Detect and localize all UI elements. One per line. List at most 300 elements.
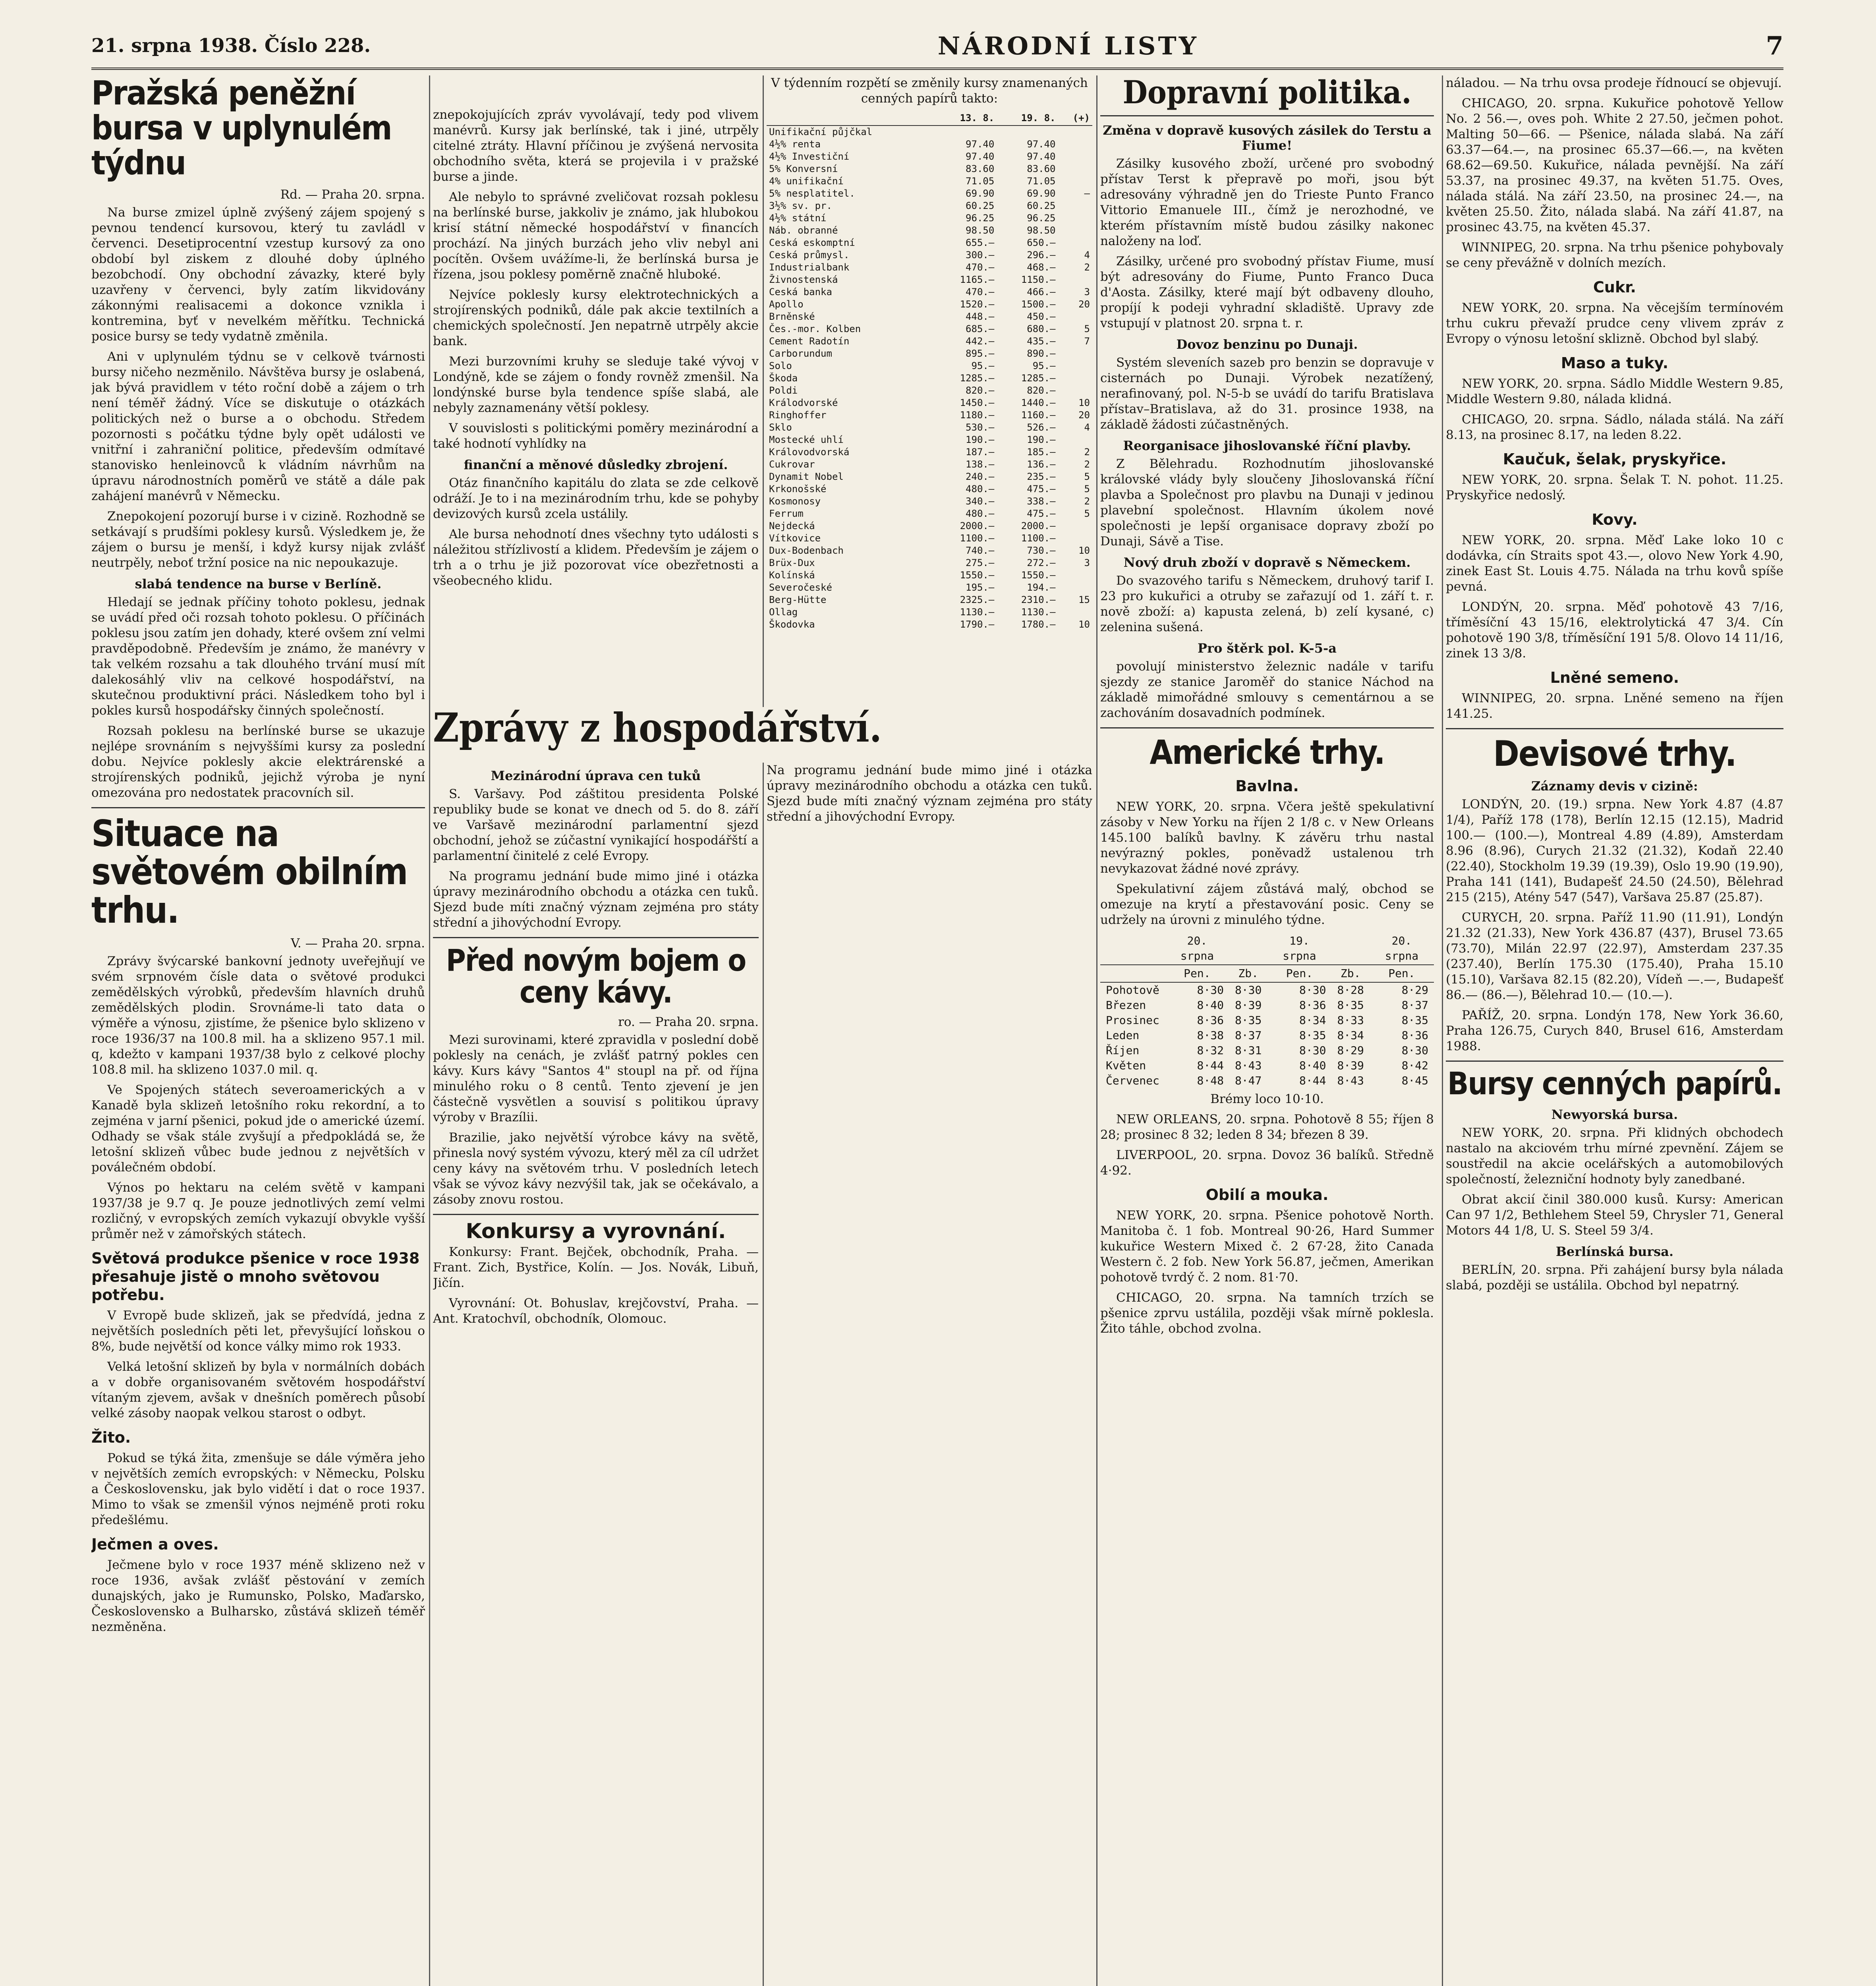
table-header: 20. srpna xyxy=(1370,933,1434,965)
table-cell: 655.— xyxy=(966,237,995,248)
paragraph: CHICAGO, 20. srpna. Na tamních trzích se pšenice zprvu ustálila, později však mírně poklesla. Žito táhle, obchod zvolna. xyxy=(1100,1291,1434,1336)
table-cell: Ringhoffer xyxy=(769,410,827,421)
table-cell xyxy=(1058,175,1093,187)
table-cell: 83.60 xyxy=(966,163,995,174)
paragraph: Ale nebylo to správné zveličovat rozsah poklesu na berlínské burse, jakkoliv je známo, jak hlubokou krisí státní německé hospodářství v financích prochází. Na jiných burzách jeho vliv nebyl ani pocítěn. Ovšem uvážíme-li, že berlínská bursa je řízena, jsou poklesy poměrně značně hluboké. xyxy=(433,190,759,282)
table-cell: 8·39 xyxy=(1337,1059,1364,1072)
table-row xyxy=(767,446,1092,458)
table-cell: 1285.— xyxy=(1021,373,1056,384)
table-cell: 1550.— xyxy=(960,570,995,581)
table-header xyxy=(1331,933,1369,965)
table-header: 13. 8. xyxy=(935,111,997,126)
paragraph: Ale bursa nehodnotí dnes všechny tyto události s náležitou střízlivostí a klidem. Především je zájem o trh a o trhu je již pozorovat více obezřetnosti a všeobecného klidu. xyxy=(433,527,759,588)
divider xyxy=(1446,1061,1783,1062)
paragraph: NEW YORK, 20. srpna. Pšenice pohotově North. Manitoba č. 1 fob. Montreal 90·26, Hard Summer kukuřice Western Mixed č. 2 67·28, žito Canada Western č. 2 fob. New York 56.87, ječmen, Amerikan pohotově tvrdý č. 2 nom. 81·70. xyxy=(1100,1208,1434,1285)
table-cell: 96.25 xyxy=(966,213,995,224)
table-cell: 138.— xyxy=(966,459,995,470)
paragraph: povolují ministerstvo železnic nadále v tarifu sjezdy ze stanice Jaroměř do stanice Náchod na základě mimořádné smlouvy s cementárnou a se zachováním dosavadních podmínek. xyxy=(1100,659,1434,720)
table-cell: 8·34 xyxy=(1299,1014,1326,1027)
paragraph: NEW YORK, 20. srpna. Při klidných obchodech nastalo na akciovém trhu mírné zpevnění. Zájem se soustředil na akcie ocelářských a automobilových společností, železniční hodnoty byly zanedbané. xyxy=(1446,1126,1783,1187)
table-cell: Severočeské xyxy=(769,582,832,593)
table-cell: 60.25 xyxy=(1027,200,1056,211)
table-row xyxy=(767,397,1092,409)
paragraph: LONDÝN, 20. srpna. Měď pohotově 43 7/16, tříměsíční 43 15/16, elektrolytická 47 3/4. Cín pohotově 190 3/8, tříměsíční 191 5/8. Olovo 14 11/16, zinek 13 3/8. xyxy=(1446,600,1783,661)
table-cell: Ferrum xyxy=(769,508,804,519)
table-cell: 2000.— xyxy=(960,520,995,531)
table-cell: 685.— xyxy=(966,323,995,334)
paragraph: Zásilky kusového zboží, určené pro svobodný přístav Terst k přepravě po moři, jsou být adresovány výhradně jen do Trieste Punto Franco Vittorio Emanuele III., čímž je nerozhodné, ve kterém přístavním místě budou zásilky nakonec naloženy na loď. xyxy=(1100,156,1434,248)
table-cell: 4½% Investiční xyxy=(769,151,850,162)
table-cell: 5% nesplatitel. xyxy=(769,188,855,199)
paragraph: NEW YORK, 20. srpna. Sádlo Middle Western 9.85, Middle Western 9.80, nálada klidná. xyxy=(1446,377,1783,406)
table-cell: 480.— xyxy=(966,483,995,495)
table-cell: 650.— xyxy=(1027,237,1056,248)
table-cell: Vítkovice xyxy=(769,533,821,544)
table-cell: 340.— xyxy=(966,496,995,507)
table-cell: 435.— xyxy=(1027,336,1056,347)
issue-date: 21. srpna 1938. Číslo 228. xyxy=(91,35,371,57)
table-cell: 97.40 xyxy=(966,139,995,150)
table-row xyxy=(767,212,1092,224)
table-cell: 96.25 xyxy=(1027,213,1056,224)
table-cell: 97.40 xyxy=(1027,151,1056,162)
table-cell: Cement Radotín xyxy=(769,336,850,347)
table-cell: 8·30 xyxy=(1299,1044,1326,1057)
paragraph: Výnos po hektaru na celém světě v kampani 1937/38 je 9.7 q. Je pouze jednotlivých zemí velmi rozličný, v evropských zemích vykazují obvykle vyšší průměr než v zámořských státech. xyxy=(91,1180,425,1242)
subheading: Berlínská bursa. xyxy=(1555,1244,1674,1260)
table-row xyxy=(767,335,1092,348)
headline-americke-trhy: Americké trhy. xyxy=(1150,733,1385,772)
paragraph: V souvislosti s politickými poměry mezinárodní a také hodnotí vyhlídky na xyxy=(433,421,759,451)
table-cell: 190.— xyxy=(966,434,995,445)
table-cell: Živnostenská xyxy=(769,274,838,285)
table-cell: Leden xyxy=(1106,1029,1140,1042)
table-row xyxy=(767,237,1092,249)
table-cell: Dux-Bodenbach xyxy=(769,545,844,556)
table-cell xyxy=(935,126,997,138)
table-cell: 8·37 xyxy=(1235,1029,1262,1042)
table-row xyxy=(767,311,1092,323)
paragraph: NEW YORK, 20. srpna. Včera ještě spekulativní zásoby v New Yorku na říjen 2 1/8 c. v New Orleans 145.100 balíků bavlny. K závěru trhu nastal nevýrazný pokles, poněvadž ustalenou trh nevykazovat žádné nové zprávy. xyxy=(1100,800,1434,876)
table-cell: 1160.— xyxy=(1021,410,1056,421)
paragraph: Mezi burzovními kruhy se sleduje také vývoj v Londýně, kde se zájem o fondy rovněž zmenšil. Na londýnské burse byla tendence spíše slabá, ale nebyly zaznamenány větší poklesy. xyxy=(433,354,759,415)
table-cell: Čes.-mor. Kolben xyxy=(769,323,861,334)
subheading: Bavlna. xyxy=(1235,777,1299,795)
table-cell: 3½% sv. pr. xyxy=(769,200,832,211)
table-cell: 1130.— xyxy=(1021,607,1056,618)
table-row xyxy=(767,508,1092,520)
paragraph: Velká letošní sklizeň by byla v normálních dobách a v dobře organisovaném světovém hospodářství vítaným zjevem, avšak v dnešních poměrech působí velké zásoby naopak velkou starost o odbyt. xyxy=(91,1360,425,1421)
table-header xyxy=(1229,933,1267,965)
table-cell: 442.— xyxy=(966,336,995,347)
table-cell: 97.40 xyxy=(966,151,995,162)
table-cell xyxy=(1058,520,1093,532)
table-cell xyxy=(1058,582,1093,594)
table-cell: 8·43 xyxy=(1235,1059,1262,1072)
table-cell: Kolínská xyxy=(769,570,815,581)
table-cell xyxy=(1058,569,1093,582)
paragraph: náladou. — Na trhu ovsa prodeje řídnoucí se objevují. xyxy=(1446,76,1782,90)
headline-devisy: Devisové trhy. xyxy=(1493,733,1736,774)
table-row xyxy=(767,163,1092,175)
table-cell: Ceská banka xyxy=(769,286,832,298)
table-cell: 3 xyxy=(1084,286,1090,298)
column-1 xyxy=(91,75,425,1986)
subheading: Světová produkce pšenice v roce 1938 přesahuje jistě o mnoho světovou potřebu. xyxy=(91,1250,420,1304)
subheading: Lněné semeno. xyxy=(1550,669,1679,686)
paragraph: Na burse zmizel úplně zvýšený zájem spojený s pevnou tendencí kursovou, který tu zavládl v červenci. Desetiprocentní vzestup kursový za ono období byl ziskem z dlouhé doby úplného bezobchodí. Ony obchodní závazky, které byly uzavřeny v červenci, byly zatím likvidovány zákonnými realisacemi a dokonce vznikla i kontremina, byť v nevelkém měřítku. Technická posice bursy se tedy vydatně změnila. xyxy=(91,205,425,344)
table-cell: 8·37 xyxy=(1401,999,1428,1012)
table-row xyxy=(767,458,1092,471)
table-cell: 8·44 xyxy=(1197,1059,1224,1072)
table-cell: Květen xyxy=(1106,1059,1146,1072)
table-cell: 1780.— xyxy=(1021,619,1056,630)
divider xyxy=(1100,115,1434,116)
table-row xyxy=(1100,998,1434,1013)
masthead xyxy=(91,24,1783,70)
column-rule xyxy=(763,75,764,707)
table-cell: 5 xyxy=(1084,508,1090,519)
table-row xyxy=(767,557,1092,569)
table-cell: 4 xyxy=(1084,249,1090,261)
table-cell: 95.— xyxy=(1032,360,1056,371)
table-cell: 8·40 xyxy=(1197,999,1224,1012)
subheading: Mezinárodní úprava cen tuků xyxy=(491,768,701,783)
table-row xyxy=(767,323,1092,335)
paragraph: NEW YORK, 20. srpna. Šelak T. N. pohot. 11.25. Pryskyřice nedoslý. xyxy=(1446,473,1783,502)
paragraph: NEW YORK, 20. srpna. Měď Lake loko 10 c dodávka, cín Straits spot 43.—, olovo New York 4.90, zinek East St. Louis 4.75. Nálada na trhu kovů spíše pevná. xyxy=(1446,533,1783,594)
paragraph: CHICAGO, 20. srpna. Sádlo, nálada stálá. Na září 8.13, na prosinec 8.17, na leden 8.22. xyxy=(1446,412,1783,442)
table-cell: 8·43 xyxy=(1337,1074,1364,1088)
table-cell: Říjen xyxy=(1106,1044,1140,1057)
subheading: Kaučuk, šelak, pryskyřice. xyxy=(1503,450,1727,468)
table-row xyxy=(767,274,1092,286)
divider xyxy=(433,1214,759,1215)
table-cell: 1285.— xyxy=(960,373,995,384)
subheading: Kovy. xyxy=(1592,511,1638,528)
table-cell: Březen xyxy=(1106,999,1146,1012)
table-row xyxy=(767,261,1092,274)
table-header xyxy=(767,111,935,126)
table-cell: 98.50 xyxy=(1027,225,1056,236)
table-cell: 5% Konversní xyxy=(769,163,838,174)
table-cell: 8·35 xyxy=(1337,999,1364,1012)
subheading: Ječmen a oves. xyxy=(91,1536,219,1553)
subheading: Pro štěrk pol. K-5-a xyxy=(1198,641,1337,656)
table-cell: 526.— xyxy=(1027,422,1056,433)
table-row xyxy=(767,421,1092,434)
table-row xyxy=(1100,982,1434,998)
paragraph: Systém sleveních sazeb pro benzin se dopravuje v cisternách po Dunaji. Výrobek nezatížený, nerafinovaný, pol. N-5-b se uvádí do tarifu Bratislava přístav–Bratislava, až do 31. prosince 1938, na základě žádosti zúčastněných. xyxy=(1100,355,1434,432)
table-cell xyxy=(1058,384,1093,397)
table-row xyxy=(767,151,1092,163)
table-cell: 2325.— xyxy=(960,594,995,605)
table-cell: 300.— xyxy=(966,249,995,261)
table-cell: Ceská eskomptní xyxy=(769,237,855,248)
paragraph: Mezi surovinami, které zpravidla v poslední době poklesly na cenách, je zvlášť patrný pokles cen kávy. Kurs kávy "Santos 4" stoupl na př. od října minulého roku o 8 centů. Tento zjevení je jen částečně vysvětlen a souvisí s politikou úpravy výroby v Brazílii. xyxy=(433,1032,759,1124)
cotton-table xyxy=(1100,933,1434,1088)
table-row xyxy=(767,409,1092,421)
table-cell: 8·48 xyxy=(1197,1074,1224,1088)
table-cell: Pohotově xyxy=(1106,983,1159,997)
table-cell: 8·35 xyxy=(1401,1014,1428,1027)
table-cell: 8·30 xyxy=(1299,983,1326,997)
table-cell xyxy=(1058,126,1093,138)
paragraph: Ječmene bylo v roce 1937 méně sklizeno než v roce 1936, avšak zvlášť pěstování v zemích dunajských, jako je Rumunsko, Polsko, Maďarsko, Československo a Bulharsko, zůstává sklizeň téměř nezměněna. xyxy=(91,1558,425,1634)
paragraph: Na programu jednání bude mimo jiné i otázka úpravy mezinárodního obchodu a otázka cen tuků. Sjezd bude míti značný význam zejména pro státy střední a jihovýchodní Evropy. xyxy=(433,869,759,930)
paragraph: Zprávy švýcarské bankovní jednoty uveřejňují ve svém srpnovém čísle data o světové produkci zemědělských výrobků, především hlavních druhů zemědělských plodin. Srovnáme-li tato data o výměře a výnosu, zjistíme, že pšenice bylo sklizeno v roce 1936/37 na 100.8 mil. ha a sklizeno 957.1 mil. q, kdežto v kampani 1937/38 bylo z celkové plochy 108.8 mil. ha sklizeno 1037.0 mil. q. xyxy=(91,954,425,1077)
table-row xyxy=(767,372,1092,384)
table-row xyxy=(767,224,1092,237)
table-cell xyxy=(1058,606,1093,618)
table-row xyxy=(767,360,1092,372)
table-cell: 1100.— xyxy=(960,533,995,544)
table-row xyxy=(767,175,1092,187)
subheading: Newyorská bursa. xyxy=(1551,1107,1678,1122)
table-cell: 820.— xyxy=(966,385,995,396)
table-cell: Prosinec xyxy=(1106,1014,1159,1027)
table-cell: 10 xyxy=(1078,397,1090,408)
column-rule xyxy=(429,75,430,1986)
table-cell: 8·39 xyxy=(1235,999,1262,1012)
paper-name: NÁRODNÍ LISTY xyxy=(937,31,1199,60)
table-cell: 2 xyxy=(1084,262,1090,273)
table-header: Zb. xyxy=(1229,965,1267,982)
table-header: Pen. xyxy=(1370,965,1434,982)
table-cell: 895.— xyxy=(966,348,995,359)
table-cell: 680.— xyxy=(1027,323,1056,334)
table-cell: 15 xyxy=(1078,594,1090,605)
table-cell: 1165.— xyxy=(960,274,995,285)
table-cell: 8·44 xyxy=(1299,1074,1326,1088)
table-row xyxy=(767,495,1092,508)
divider xyxy=(1446,728,1783,729)
table-cell: 1550.— xyxy=(1021,570,1056,581)
paragraph: LIVERPOOL, 20. srpna. Dovoz 36 balíků. Středně 4·92. xyxy=(1100,1148,1434,1178)
table-row xyxy=(767,298,1092,311)
dateline: V. — Praha 20. srpna. xyxy=(290,936,425,951)
table-cell: 1180.— xyxy=(960,410,995,421)
cotton-note: Brémy loco 10·10. xyxy=(1210,1092,1324,1107)
table-cell: 95.— xyxy=(971,360,995,371)
table-row xyxy=(1100,1073,1434,1088)
table-row xyxy=(767,348,1092,360)
headline-obilni-trh: Situace na světovém obilním trhu. xyxy=(91,812,408,931)
subheading: Cukr. xyxy=(1593,278,1636,296)
paragraph: Hledají se jednak příčiny tohoto poklesu, jednak se uvádí před oči rozsah tohoto poklesu. O příčinách poklesu jsou zatím jen dohady, které ovšem zní velmi pravděpodobně. Především je známo, že manévry v tak velkém rozsahu a tak dlouhého trvání musí mít dalekosáhlý vliv na celkové hospodářství, na skutečnou produktivní práci. Následkem toho byl i pokles kursů hospodářsky činných společností. xyxy=(91,595,425,718)
table-cell xyxy=(1058,224,1093,237)
table-cell: 235.— xyxy=(1027,471,1056,482)
table-cell: 5 xyxy=(1084,471,1090,482)
table-cell: 7 xyxy=(1084,336,1090,347)
table-cell: Unifikační půjčkal xyxy=(769,126,873,137)
table-row xyxy=(767,384,1092,397)
column-rule xyxy=(1442,75,1443,1986)
table-cell: Carborundum xyxy=(769,348,832,359)
table-intro: V týdenním rozpětí se změnily kursy znamenaných cenných papírů takto: xyxy=(771,76,1088,106)
table-cell: 470.— xyxy=(966,262,995,273)
table-cell: 10 xyxy=(1078,619,1090,630)
table-cell: 5 xyxy=(1084,323,1090,334)
table-cell xyxy=(1058,163,1093,175)
table-cell: 730.— xyxy=(1027,545,1056,556)
table-cell: 190.— xyxy=(1027,434,1056,445)
table-cell: 740.— xyxy=(966,545,995,556)
table-cell: Brněnské xyxy=(769,311,815,322)
table-cell: 2310.— xyxy=(1021,594,1056,605)
table-cell: 8·30 xyxy=(1401,1044,1428,1057)
table-cell xyxy=(1058,434,1093,446)
table-cell: 2 xyxy=(1084,496,1090,507)
paragraph: WINNIPEG, 20. srpna. Lněné semeno na říjen 141.25. xyxy=(1446,691,1783,721)
table-cell xyxy=(1058,138,1093,151)
paragraph: Vyrovnání: Ot. Bohuslav, krejčovství, Praha. — Ant. Kratochvíl, obchodník, Olomouc. xyxy=(433,1296,759,1326)
table-row xyxy=(767,532,1092,545)
table-cell xyxy=(997,126,1058,138)
table-cell xyxy=(1058,212,1093,224)
table-cell: 20 xyxy=(1078,410,1090,421)
table-cell: Poldi xyxy=(769,385,798,396)
table-cell: 8·45 xyxy=(1401,1074,1428,1088)
table-row xyxy=(767,606,1092,618)
table-cell: 4½% státní xyxy=(769,213,827,224)
table-cell: 1100.— xyxy=(1021,533,1056,544)
paragraph: Znepokojení pozorují burse i v cizině. Rozhodně se setkávají s prudšími poklesy kursů. Výsledkem je, že zájem o bursu je menší, i když kursy nijak zvlášť neutrpěly, neboť tržní posice na nic nepoukazuje. xyxy=(91,509,425,570)
table-cell: 1520.— xyxy=(960,299,995,310)
table-cell xyxy=(1058,372,1093,384)
table-cell: Dynamit Nobel xyxy=(769,471,844,482)
table-cell: Škodovka xyxy=(769,619,815,630)
table-cell: Krkonošské xyxy=(769,483,827,495)
page-number: 7 xyxy=(1766,31,1783,61)
table-cell: 8·42 xyxy=(1401,1059,1428,1072)
table-cell: 480.— xyxy=(966,508,995,519)
paragraph: V Evropě bude sklizeň, jak se předvídá, jedna z největších posledních pěti let, převyšující loňskou o 8%, bude největší od konce války mimo rok 1933. xyxy=(91,1308,425,1354)
table-cell: 475.— xyxy=(1027,508,1056,519)
table-cell: 2 xyxy=(1084,446,1090,458)
paragraph: Z Bělehradu. Rozhodnutím jihoslovanské královské vlády byly sloučeny Jihoslovanská říční plavba a Společnost pro plavbu na Dunaji v jedinou plavební společnost. Hlavním úkolem nové společnosti je lepší organisace dopravy zboží po Dunaji, Sávě a Tise. xyxy=(1100,457,1434,549)
table-cell: Kosmonosy xyxy=(769,496,821,507)
table-cell: 10 xyxy=(1078,545,1090,556)
paragraph: Rozsah poklesu na berlínské burse se ukazuje nejlépe srovnáním s nejvyššími kursy za poslední dobu. Nejvíce poklesly akcie elektrárenské a strojírenských podniků, jejichž výroba je nyní omezována pro nedostatek pracovních sil. xyxy=(91,723,425,800)
table-row xyxy=(767,200,1092,212)
paragraph: CHICAGO, 20. srpna. Kukuřice pohotově Yellow No. 2 56.—, oves poh. White 2 27.50, ječmen pohot. Malting 50—66. — Pšenice, nálada slabá. Na září 63.37—64.—, na prosinec 65.37—66.—, na květen 68.62—69.50. Kukuřice, nálada pevnější. Na září 53.37, na prosinec 49.37, na květen 51.75. Oves, nálada stálá. Na září 23.50, na prosinec 24.—, na květen 25.50. Žito, nálada slabá. Na září 41.87, na prosinec 43.75, na květen 45.37. xyxy=(1446,96,1783,234)
headline-bursy: Bursy cenných papírů. xyxy=(1447,1066,1782,1102)
table-row xyxy=(767,569,1092,582)
table-cell: 8·28 xyxy=(1337,983,1364,997)
table-cell: Solo xyxy=(769,360,792,371)
table-cell: 2 xyxy=(1084,459,1090,470)
table-row xyxy=(767,594,1092,606)
table-cell: Brüx-Dux xyxy=(769,557,815,568)
paragraph: Otáz finančního kapitálu do zlata se zde celkově odráží. Je to i na mezinárodním trhu, kde se pohyby devizových kursů zcela ustálily. xyxy=(433,476,759,521)
table-cell: 8·36 xyxy=(1197,1014,1224,1027)
table-header xyxy=(1100,965,1165,982)
table-cell: 69.90 xyxy=(1027,188,1056,199)
table-cell xyxy=(1058,151,1093,163)
table-cell: 83.60 xyxy=(1027,163,1056,174)
headline-kava: Před novým bojem o ceny kávy. xyxy=(446,943,746,1010)
table-row xyxy=(1100,1043,1434,1058)
table-cell: Náb. obranné xyxy=(769,225,838,236)
table-cell: 8·35 xyxy=(1235,1014,1262,1027)
table-cell: 1790.— xyxy=(960,619,995,630)
dateline: Rd. — Praha 20. srpna. xyxy=(280,187,425,202)
table-cell: 8·40 xyxy=(1299,1059,1326,1072)
paragraph: Konkursy: Frant. Bejček, obchodník, Praha. — Frant. Zich, Bystřice, Kolín. — Jos. Novák, Libuň, Jičín. xyxy=(433,1244,759,1290)
table-cell: 20 xyxy=(1078,299,1090,310)
table-row xyxy=(767,545,1092,557)
table-header: 19. 8. xyxy=(997,111,1058,126)
table-cell: Nejdecká xyxy=(769,520,815,531)
table-cell: 195.— xyxy=(966,582,995,593)
table-cell: 8·29 xyxy=(1337,1044,1364,1057)
paragraph: Na programu jednání bude mimo jiné i otázka úpravy mezinárodního obchodu a otázka cen tuků. Sjezd bude míti značný význam zejména pro státy střední a jihovýchodní Evropy. xyxy=(767,763,1092,824)
table-row xyxy=(767,582,1092,594)
table-header xyxy=(1100,933,1165,965)
subheading: Maso a tuky. xyxy=(1561,354,1669,372)
headline-doprava: Dopravní politika. xyxy=(1123,75,1412,111)
table-cell xyxy=(1058,200,1093,212)
subheading: Reorganisace jihoslovanské říční plavby. xyxy=(1123,438,1411,453)
paragraph: CURYCH, 20. srpna. Paříž 11.90 (11.91), Londýn 21.32 (21.33), New York 436.87 (437), Brusel 73.65 (73.70), Milán 22.97 (22.97), Amsterdam 237.35 (237.40), Berlín 175.30 (175.40), Praha 15.10 (15.10), Varšava 82.15 (82.20), Vídeň —.—, Budapešť 86.— (86.—), Bělehrad 10.— (10.—). xyxy=(1446,910,1783,1003)
table-cell xyxy=(1058,274,1093,286)
table-cell: 470.— xyxy=(966,286,995,298)
table-cell: 466.— xyxy=(1027,286,1056,298)
paragraph: LONDÝN, 20. (19.) srpna. New York 4.87 (4.87 1/4), Paříž 178 (178), Berlín 12.15 (12.15), Madrid 100.— (100.—), Montreal 4.89 (4.89), Amsterdam 8.96 (8.96), Curych 21.32 (21.32), Kodaň 22.40 (22.40), Stockholm 19.39 (19.39), Oslo 19.90 (19.90), Praha 141 (141), Budapešť 24.50 (24.50), Bělehrad 215 (215), Atény 547 (547), Varšava 25.87 (25.87). xyxy=(1446,797,1783,905)
paragraph: Pokud se týká žita, zmenšuje se dále výměra jeho v největších zemích evropských: v Německu, Polsku a Československu, jak bylo vidětí i dat o roce 1937. Mimo to však se zmenšil výnos nejméně proti roku předešlému. xyxy=(91,1451,425,1528)
table-cell: 272.— xyxy=(1027,557,1056,568)
table-cell: Cukrovar xyxy=(769,459,815,470)
table-cell xyxy=(1058,237,1093,249)
table-row xyxy=(767,249,1092,261)
headline-zpravy: Zprávy z hospodářství. xyxy=(433,704,882,751)
table-cell: 820.— xyxy=(1027,385,1056,396)
table-cell: 4½% renta xyxy=(769,139,821,150)
subheading: slabá tendence na burse v Berlíně. xyxy=(135,576,382,591)
table-cell: 71.05 xyxy=(1027,176,1056,187)
subheading: Záznamy devis v cizině: xyxy=(1531,779,1698,794)
divider xyxy=(91,807,425,808)
table-cell: Apollo xyxy=(769,299,804,310)
table-row xyxy=(767,471,1092,483)
paragraph: Do svazového tarifu s Německem, druhový tarif I. 23 pro kukuřici a otruby se zařazují od 1. září t. r. nově zboží: a) kapusta zelená, b) zelí kysané, c) zelenina sušená. xyxy=(1100,574,1434,634)
table-cell: 240.— xyxy=(966,471,995,482)
table-cell: 530.— xyxy=(966,422,995,433)
table-cell: Královodvorská xyxy=(769,446,850,458)
table-cell: 1450.— xyxy=(960,397,995,408)
table-row xyxy=(767,187,1092,200)
table-cell: 136.— xyxy=(1027,459,1056,470)
table-cell: Sklo xyxy=(769,422,792,433)
table-cell: 450.— xyxy=(1027,311,1056,322)
table-header: 19. srpna xyxy=(1267,933,1331,965)
dateline: ro. — Praha 20. srpna. xyxy=(618,1014,759,1029)
table-row xyxy=(767,138,1092,151)
table-cell: Berg-Hütte xyxy=(769,594,827,605)
table-header: 20. srpna xyxy=(1165,933,1229,965)
table-header: Pen. xyxy=(1165,965,1229,982)
table-cell: 8·30 xyxy=(1235,983,1262,997)
table-cell: 4% unifikační xyxy=(769,176,844,187)
column-2-lower xyxy=(433,763,759,1986)
table-row xyxy=(767,126,1092,138)
table-cell: 296.— xyxy=(1027,249,1056,261)
table-cell: 8·30 xyxy=(1197,983,1224,997)
paragraph: WINNIPEG, 20. srpna. Na trhu pšenice pohybovaly se ceny převážně v dolních mezích. xyxy=(1446,240,1783,270)
table-cell: 185.— xyxy=(1027,446,1056,458)
divider xyxy=(1100,727,1434,728)
